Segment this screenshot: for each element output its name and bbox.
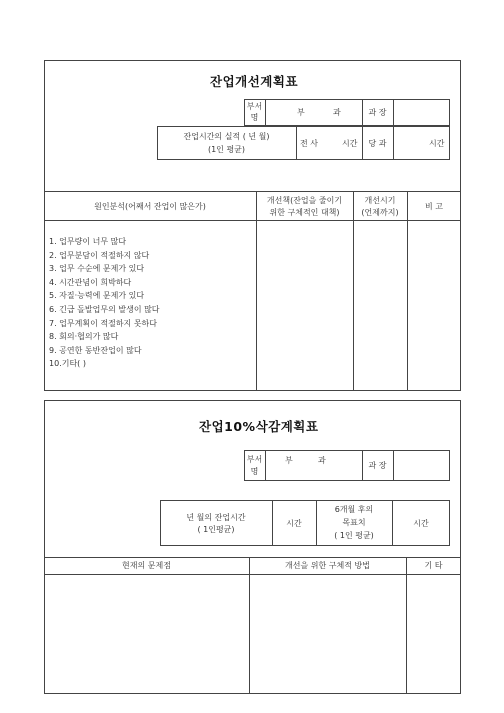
form2-title: 잔업10%삭감계획표 — [199, 419, 319, 434]
form1-col-period: 개선시기 — [364, 196, 396, 205]
cause-item: 8. 회의·협의가 많다 — [49, 332, 119, 342]
form1-col-cause: 원인분석(어째서 잔업이 많은가) — [94, 202, 206, 211]
form1-record-label: 잔업시간의 실적 ( 년 월) — [183, 132, 270, 141]
form2-etc-cell[interactable] — [407, 575, 460, 693]
form1-col-measure: 개선책(잔업을 줄이기 — [266, 196, 343, 205]
form1-hours-1: 시간 — [342, 139, 358, 148]
form1-dept-bu: 부 — [297, 108, 305, 117]
cause-item: 10.기타( ) — [49, 359, 86, 369]
cause-item: 4. 시간관념이 희박하다 — [49, 277, 132, 287]
form1-dept-label: 부서 — [246, 102, 263, 111]
form1-cause-list — [49, 235, 160, 371]
form1-note-cell[interactable] — [408, 221, 461, 391]
form1-measure-cell[interactable] — [257, 221, 353, 391]
form2-manager-label: 과 장 — [368, 461, 387, 470]
form2-col-problem: 현재의 문제점 — [122, 561, 171, 570]
form2-hours-2: 시간 — [413, 519, 429, 528]
cause-item: 3. 업무 수순에 문제가 있다 — [49, 264, 145, 274]
form2-col-etc: 기 타 — [424, 561, 443, 570]
form2-dept-bu: 부 — [285, 456, 293, 465]
form2-problem-cell[interactable] — [45, 575, 249, 693]
form2-overtime-label: 년 월의 잔업시간 — [186, 513, 246, 522]
form1-manager-sign-cell[interactable] — [393, 99, 450, 126]
form2-dept-label: 부서 — [246, 455, 263, 464]
form2-dept-gwa: 과 — [318, 456, 326, 465]
form2-target-label: 6개월 후의 — [334, 505, 374, 514]
cause-item: 5. 자질·능력에 문제가 있다 — [49, 291, 145, 301]
cause-item: 7. 업무계획이 적절하지 못하다 — [49, 318, 157, 328]
form1-dept-gwa: 과 — [333, 108, 341, 117]
cause-item: 6. 긴급 돌발업무의 발생이 많다 — [49, 304, 160, 314]
form1-header-top-line — [44, 191, 461, 192]
form1-col-note: 비 고 — [425, 202, 443, 211]
form1-jeonsa: 전 사 — [300, 139, 318, 148]
form2-manager-sign-cell[interactable] — [393, 450, 450, 481]
form1-title: 잔업개선계획표 — [210, 74, 299, 89]
form2-col-method: 개선을 위한 구체적 방법 — [285, 561, 370, 570]
form2-method-cell[interactable] — [250, 575, 406, 693]
cause-item: 1. 업무량이 너무 많다 — [49, 237, 127, 246]
cause-item: 9. 공연한 동반잔업이 많다 — [49, 345, 142, 355]
form2-header-top-line — [44, 557, 461, 558]
cause-item: 2. 업무분담이 적절하지 않다 — [49, 250, 150, 260]
form2-hours-1: 시간 — [286, 519, 302, 528]
form1-period-cell[interactable] — [354, 221, 407, 391]
form1-hours-2: 시간 — [429, 139, 445, 148]
form1-manager-label: 과 장 — [368, 108, 387, 117]
form1-danggwa: 당 과 — [368, 139, 387, 148]
